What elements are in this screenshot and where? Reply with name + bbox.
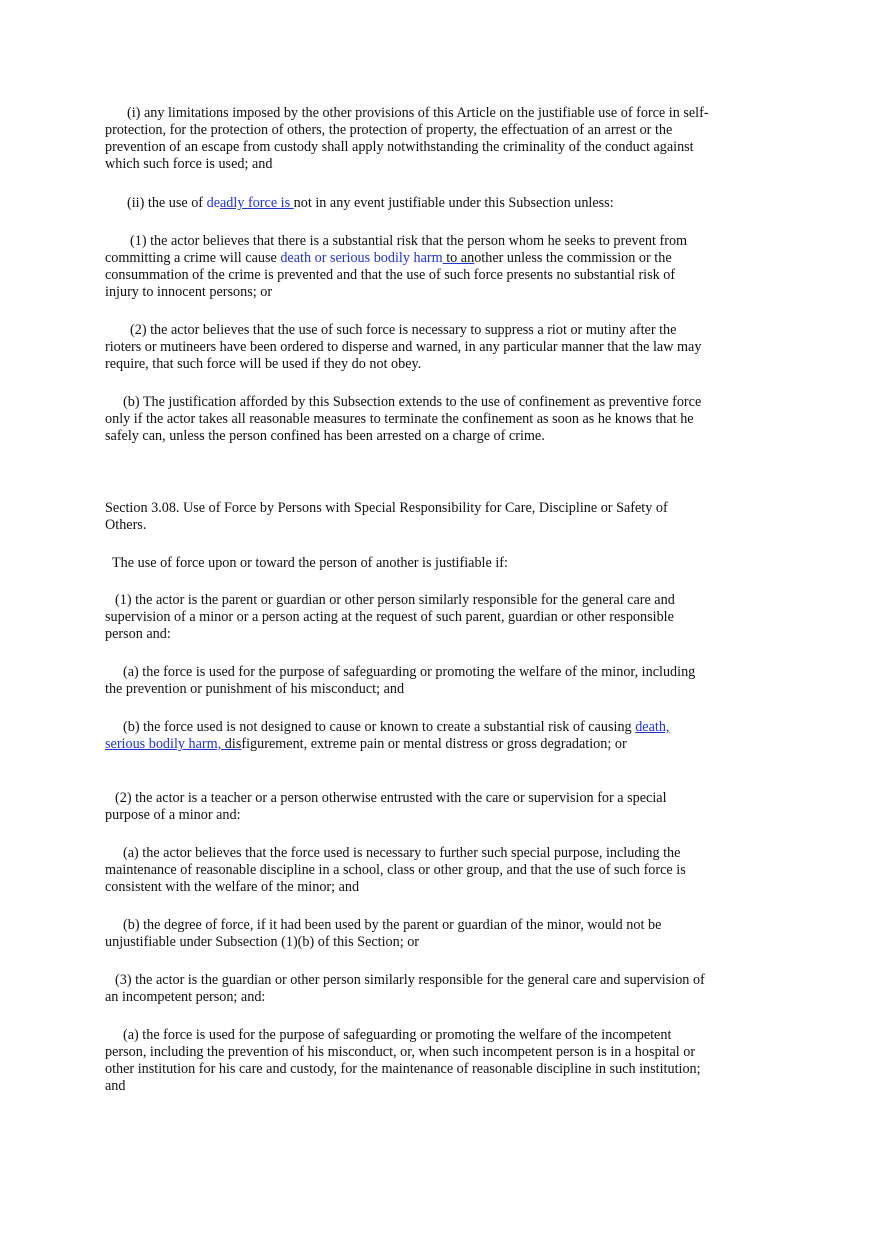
paragraph-i-limitations: (i) any limitations imposed by the other provisions of this Article on the justifiable use of force in self-protection, for the protection of others, the protection of property, the effectuation of an arrest or the prevention of an escape from custody shall apply notwithstanding the criminality of the conduct against which such force is used; and (105, 105, 709, 172)
death-serious-bodily-harm-link-2[interactable]: death, serious bodily harm, (105, 719, 670, 752)
paragraph-3-incompetent: (3) the actor is the guardian or other person similarly responsible for the general care and supervision of an incompetent person; and: (105, 972, 705, 1005)
paragraph-2-teacher: (2) the actor is a teacher or a person otherwise entrusted with the care or supervision for a special purpose of a minor and: (105, 790, 667, 823)
text-segment: other unless the commission or the consummation of the crime is prevented and that the use of such force presents no substantial risk of injury to innocent persons; or (105, 250, 676, 300)
paragraph-b-not-designed (105, 719, 710, 753)
paragraph-b-degree-of-force: (b) the degree of force, if it had been used by the parent or guardian of the minor, would not be unjustifiable under Subsection (1)(b) of this Section; or (105, 917, 662, 950)
paragraph-a-welfare-minor: (a) the force is used for the purpose of safeguarding or promoting the welfare of the minor, including the prevention or punishment of his misconduct; and (105, 664, 696, 697)
paragraph-b-confinement: (b) The justification afforded by this Subsection extends to the use of confinement as preventive force only if the actor takes all reasonable measures to terminate the confinement as soon as he knows that he safely can, unless the person confined has been arrested on a charge of crime. (105, 394, 702, 444)
underlined-text: to an (442, 250, 475, 266)
paragraph-1-parent-guardian: (1) the actor is the parent or guardian or other person similarly responsible for the general care and supervision of a minor or a person acting at the request of such parent, guardian or other responsible person and: (105, 592, 675, 642)
text-segment: figurement, extreme pain or mental distress or gross degradation; or (241, 736, 627, 752)
paragraph-1-substantial-risk (105, 233, 710, 301)
paragraph-2-riot: (2) the actor believes that the use of such force is necessary to suppress a riot or mutiny after the rioters or mutineers have been ordered to disperse and warned, in any particular manner that the law may require, that such force will be used if they do not obey. (105, 322, 702, 372)
text-segment: (1) the actor believes that there is a substantial risk that the person whom he seeks to prevent from committing a crime will cause (105, 233, 688, 266)
section-3-08-title: Section 3.08. Use of Force by Persons with Special Responsibility for Care, Discipline or Safety of Others. (105, 500, 668, 533)
death-serious-bodily-harm-link[interactable]: death or serious bodily harm (280, 250, 443, 266)
text-segment: not in any event justifiable under this Subsection unless: (293, 195, 614, 211)
deadly-force-link-part1[interactable]: de (206, 195, 220, 211)
underlined-text: dis (221, 736, 242, 752)
text-segment: (ii) the use of (127, 195, 207, 211)
paragraph-ii-deadly-force (105, 195, 710, 212)
text-segment: (b) the force used is not designed to cause or known to create a substantial risk of causing (123, 719, 636, 735)
deadly-force-link-part2[interactable]: adly force is (220, 195, 294, 211)
paragraph-use-of-force-intro: The use of force upon or toward the person of another is justifiable if: (112, 555, 508, 571)
paragraph-a-incompetent-welfare: (a) the force is used for the purpose of safeguarding or promoting the welfare of the incompetent person, including the prevention of his misconduct, or, when such incompetent person is in a hospital or other institution for his care and custody, for the maintenance of reasonable discipline in such institution; and (105, 1027, 701, 1094)
paragraph-a-special-purpose: (a) the actor believes that the force used is necessary to further such special purpose, including the maintenance of reasonable discipline in a school, class or other group, and that the use of such force is consistent with the welfare of the minor; and (105, 845, 686, 895)
